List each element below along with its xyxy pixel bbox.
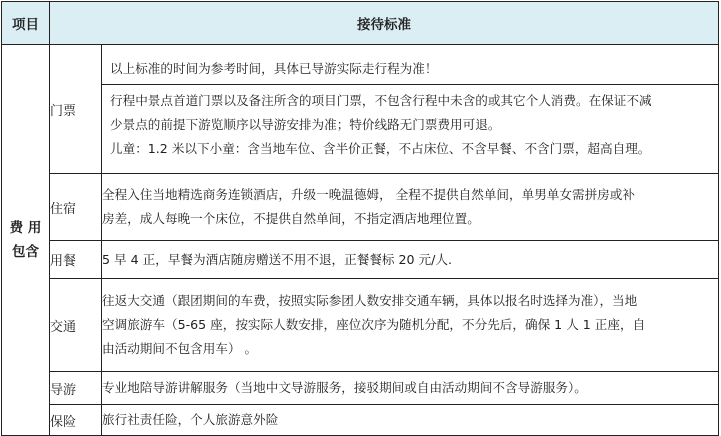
item-label-meals: 用餐: [50, 241, 102, 279]
row-transport: [2, 279, 719, 372]
group-fee-included: [2, 45, 50, 436]
content-insurance: [102, 405, 719, 436]
ticket-line3: 儿童：1.2 米以下小童：含当地车位、含半价正餐，不占床位、不含早餐、不含门票，超高自理。: [110, 141, 651, 156]
item-label-transport: 交通: [50, 279, 102, 372]
row-lodging: [2, 174, 719, 241]
lodging-line1: 全程入住当地精选商务连锁酒店，升级一晚温德姆， 全程不提供自然单间，单男单女需拼房或补: [102, 187, 635, 202]
ticket-line1: 行程中景点首道门票以及备注所含的项目门票，不包含行程中未含的或其它个人消费。在保证不减: [110, 93, 652, 108]
content-ticket: [102, 45, 719, 174]
item-label-guide: 导游: [50, 372, 102, 405]
item-label-ticket: 门票: [50, 45, 102, 174]
row-meals: [2, 241, 719, 279]
ticket-line2: 少景点的前提下游览顺序以导游安排为准；特价线路无门票费用可退。: [110, 117, 501, 132]
table-header-row: [2, 2, 719, 45]
reception-standard-table: [1, 1, 719, 436]
meals-line1: 5 早 4 正，早餐为酒店随房赠送不用不退，正餐餐标 20 元/人.: [102, 251, 452, 267]
row-ticket: [2, 45, 719, 174]
guide-line1: 专业地陪导游讲解服务（当地中文导游服务，接驳期间或自由活动期间不含导游服务）。: [102, 380, 587, 395]
transport-line2: 空调旅游车（5-65 座，按实际人数安排，座位次序为随机分配，不分先后，确保 1 人 1 正座，自: [102, 317, 646, 332]
row-insurance: [2, 405, 719, 436]
group-label-line1: 费 用: [9, 220, 42, 236]
ticket-note: [102, 53, 718, 85]
ticket-details: [102, 85, 718, 165]
group-label-line2: 包含: [12, 244, 39, 260]
item-label-insurance: 保险: [50, 405, 102, 436]
item-label-lodging: 住宿: [50, 174, 102, 241]
header-standard: 接待标准: [50, 2, 719, 45]
ticket-note-text: 以上标准的时间为参考时间，具体已导游实际走行程为准！: [110, 61, 438, 76]
content-lodging: [102, 174, 719, 241]
content-guide: [102, 372, 719, 405]
header-project: 项目: [2, 2, 50, 45]
lodging-line2: 房差，成人每晚一个床位，不提供自然单间，不指定酒店地理位置。: [102, 211, 480, 226]
insurance-line1: 旅行社责任险，个人旅游意外险: [102, 412, 279, 427]
row-guide: [2, 372, 719, 405]
content-transport: [102, 279, 719, 372]
transport-line1: 往返大交通（跟团期间的车费，按照实际参团人数安排交通车辆，具体以报名时选择为准），当地: [102, 293, 638, 308]
content-meals: [102, 241, 719, 279]
transport-line3: 由活动期间不包含用车） 。: [102, 341, 258, 356]
